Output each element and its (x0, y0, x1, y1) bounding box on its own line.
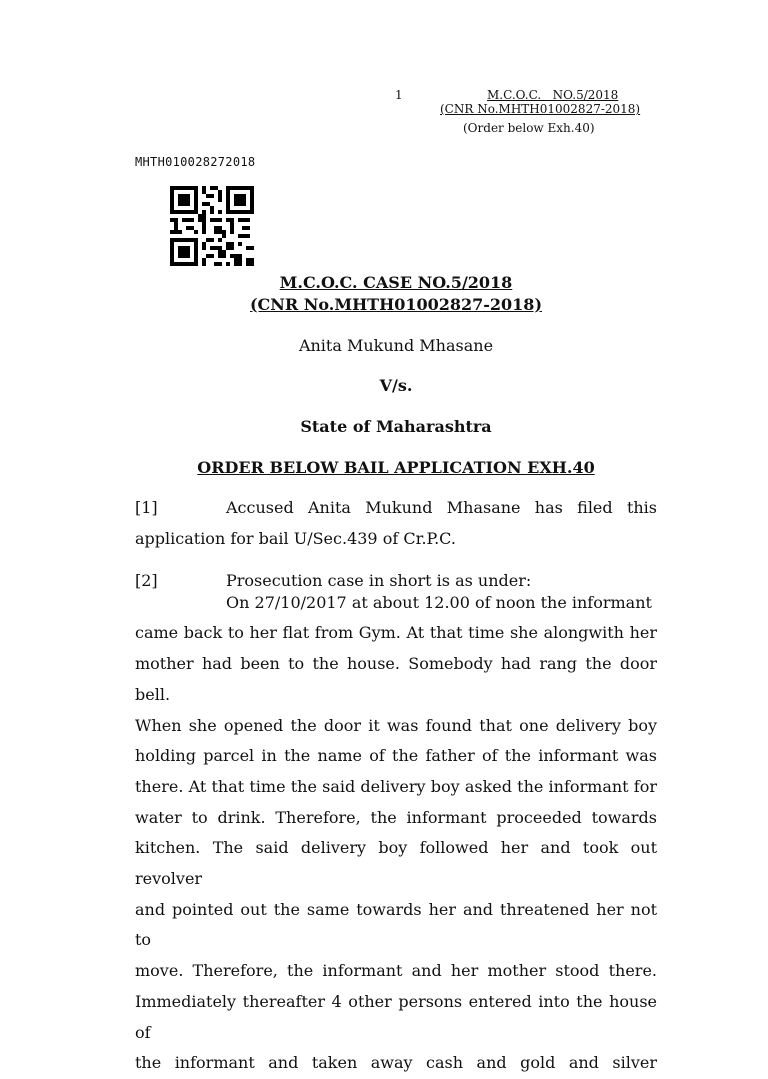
paragraph-line: water to drink. Therefore, the informant proceeded towards (135, 807, 657, 827)
cnr-code: MHTH010028272018 (135, 155, 256, 169)
paragraph-1 (135, 493, 657, 554)
case-cnr-title: (CNR No.MHTH01002827-2018) (249, 295, 543, 314)
qr-code-icon (170, 186, 254, 266)
paragraph-line: and pointed out the same towards her and threatened her not to (135, 899, 657, 950)
paragraph-line: On 27/10/2017 at about 12.00 of noon the informant (226, 592, 652, 612)
paragraph-line: holding parcel in the name of the father of the informant was (135, 746, 657, 766)
versus-label: V/s. (379, 376, 413, 395)
paragraph-line: mother had been to the house. Somebody had rang the door bell. (135, 654, 657, 704)
applicant-name: Anita Mukund Mhasane (298, 336, 494, 355)
paragraph-line: kitchen. The said delivery boy followed her and took out revolver (135, 838, 657, 889)
header-order-ref: (Order below Exh.40) (463, 121, 595, 135)
paragraph-line: came back to her flat from Gym. At that time she alongwith her (135, 623, 657, 643)
paragraph-number: [1] (135, 498, 158, 517)
header-case-ref: M.C.O.C. NO.5/2018 (487, 88, 619, 102)
order-title: ORDER BELOW BAIL APPLICATION EXH.40 (197, 458, 595, 477)
case-title: M.C.O.C. CASE NO.5/2018 (279, 273, 513, 292)
paragraph-line: the informant and taken away cash and gold and silver (135, 1053, 657, 1073)
paragraph-line: application for bail U/Sec.439 of Cr.P.C. (135, 528, 456, 548)
paragraph-line: Immediately thereafter 4 other persons entered into the house of (135, 991, 657, 1042)
paragraph-line: When she opened the door it was found that one delivery boy (135, 715, 657, 735)
paragraph-number: [2] (135, 571, 158, 590)
respondent-name: State of Maharashtra (300, 417, 492, 436)
paragraph-2 (135, 566, 657, 1079)
page-number: 1 (395, 88, 403, 102)
paragraph-line: Accused Anita Mukund Mhasane has filed this (226, 498, 657, 517)
paragraph-line: there. At that time the said delivery boy asked the informant for (135, 776, 657, 796)
paragraph-line: Prosecution case in short is as under: (226, 571, 532, 590)
header-cnr-ref: (CNR No.MHTH01002827-2018) (440, 102, 641, 116)
paragraph-line: move. Therefore, the informant and her mother stood there. (135, 961, 657, 981)
